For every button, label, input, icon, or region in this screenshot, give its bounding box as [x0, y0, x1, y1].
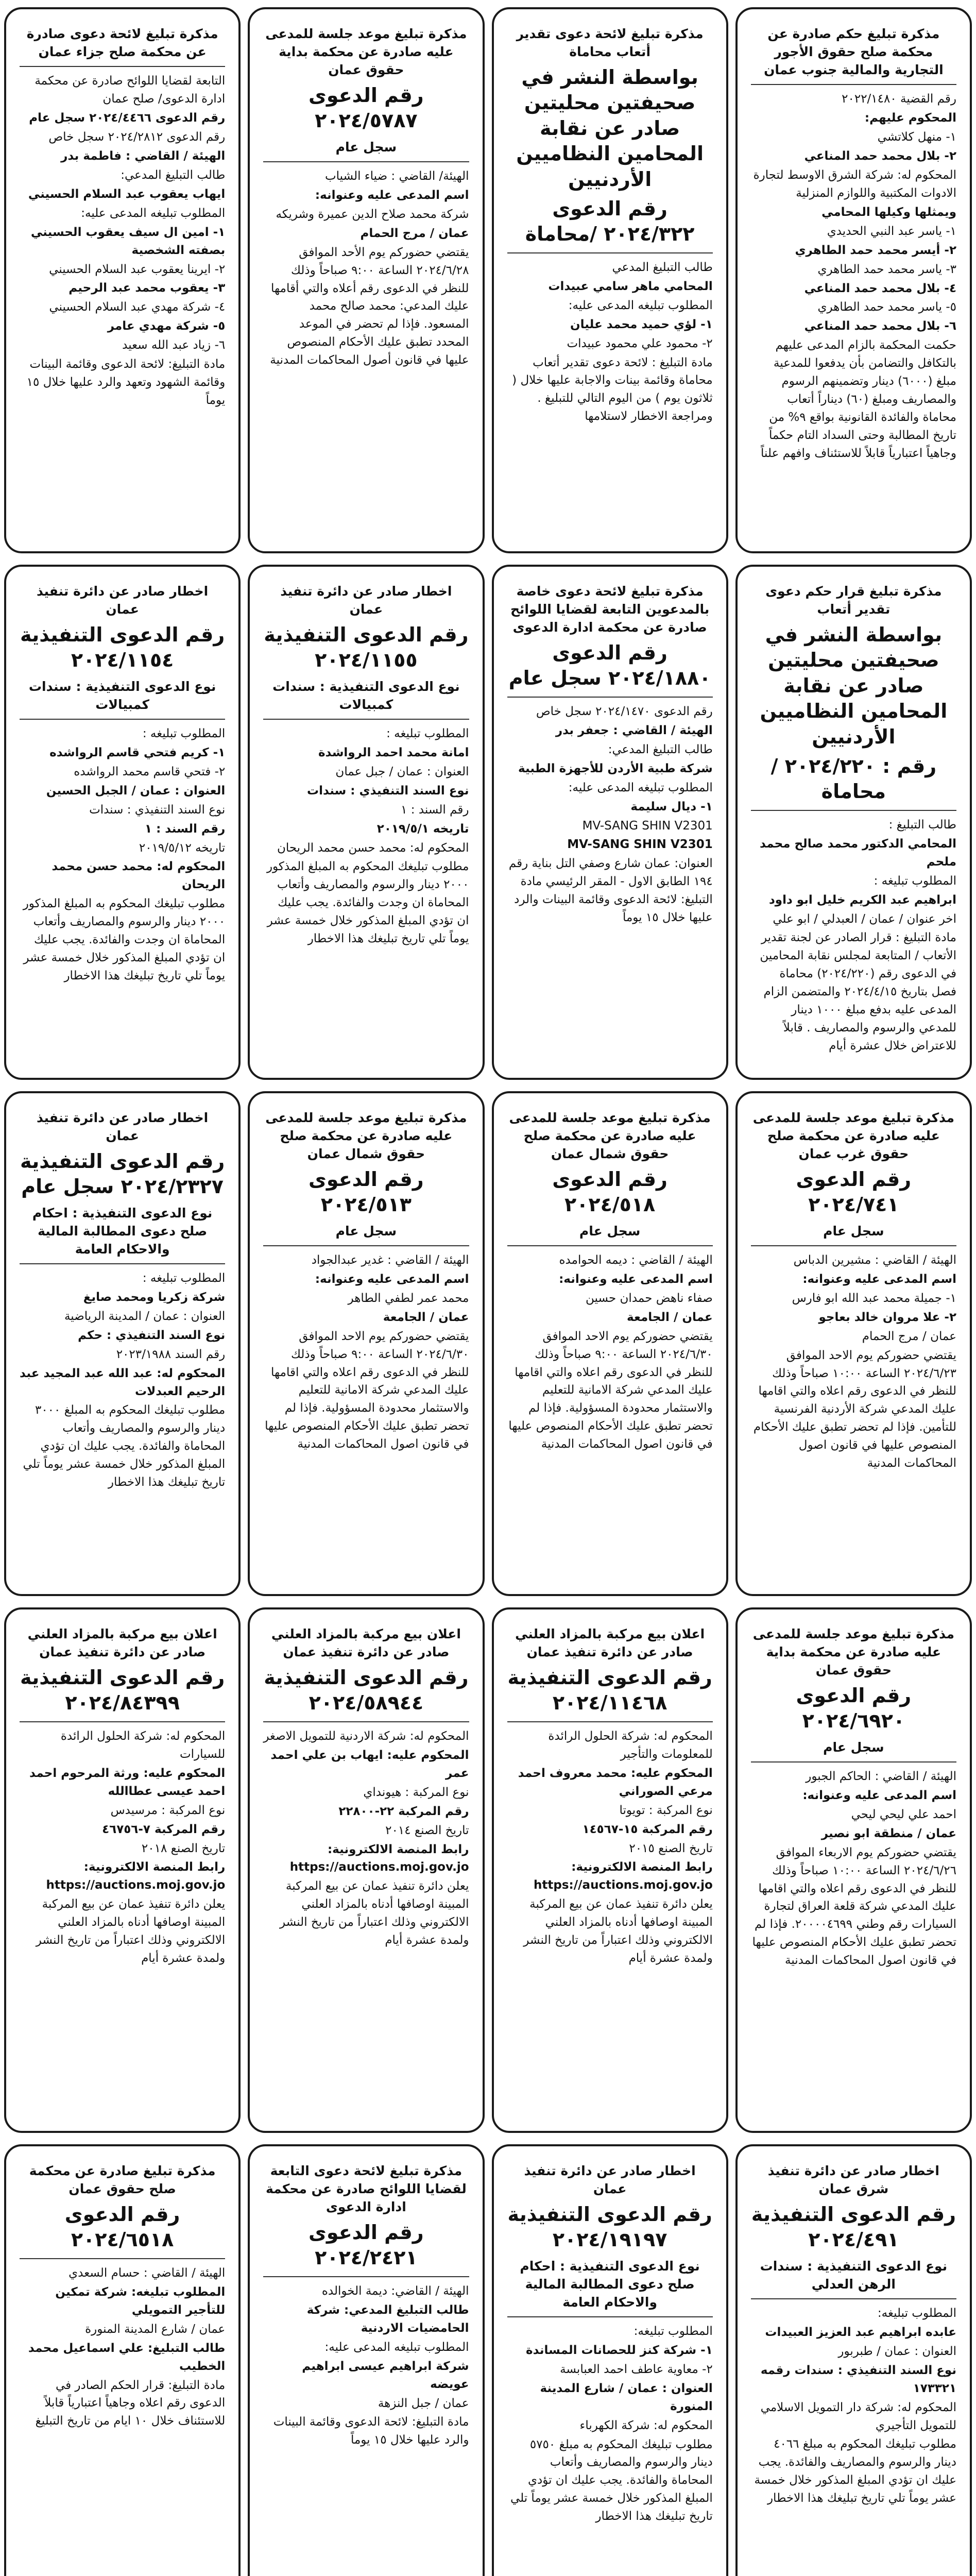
notice-line: شركة زكريا ومحمد صايغ	[83, 1290, 226, 1304]
notice-line: ٣- ياسر محمد حمد الطاهري	[817, 262, 956, 276]
notice-line: ٢- ايرينا يعقوب عبد السلام الحسيني	[49, 262, 226, 276]
notice-card	[4, 565, 241, 1080]
notice-line: الهيئة / القاضي : غدير عبدالجواد	[311, 1253, 469, 1267]
notice-line: ١- ياسر عبد النبي الحديدي	[827, 224, 956, 238]
notice-subtitle: نوع الدعوى التنفيذية : احكام صلح دعوى المطالبة المالية والاحكام العامة	[32, 1205, 213, 1257]
notice-line: التابعة لقضايا اللوائح صادرة عن محكمة ادارة الدعوى/ صلح عمان	[35, 74, 226, 106]
divider	[751, 2298, 956, 2299]
notice-line: MV-SANG SHIN V2301	[582, 819, 713, 833]
notice-body: مطلوب تبليغك المحكوم به المبلغ ٣٠٠٠ دينار والرسوم والمصاريف وأتعاب المحاماة والفائدة. يجب عليك ان تؤدي المبلغ المذكور خلال خمسة عشر يوماً تلي تاريخ تبليغك هذا الاخطار	[23, 1403, 226, 1489]
case-number: رقم الدعوى ٢٠٢٤/٥١٨	[552, 1168, 667, 1216]
notice-body: يقتضي حضوركم يوم الاحد الموافق ٢٠٢٤/٦/٣٠ الساعة ٩:٠٠ صباحاً وذلك للنظر في الدعوى رقم اعلاه والتي اقامها عليك المدعي شركة الامانية للتعليم والاستثمار محدودة المسؤولية. فإذا لم تحضر تطبق عليك الأحكام المنصوص عليها في قانون اصول المحاكمات المدنية	[265, 1329, 469, 1451]
notice-headline: رقم الدعوى التنفيذية ٢٠٢٤/١١٥٤	[20, 623, 225, 672]
notice-line: تاريخ الصنع ٢٠١٥	[629, 1841, 713, 1855]
case-number: رقم : ٢٠٢٤/٢٢٠ /محاماة	[770, 754, 937, 803]
notice-line: ١- ديال سليمة	[630, 800, 713, 814]
notice-line: رقم السند : ١	[145, 822, 226, 836]
notice-line: العنوان : عمان / شارع المدينة المنورة	[540, 2381, 713, 2413]
notice-title: مذكرة تبليغ لائحة دعوى خاصة بالمدعوين التابعة لقضايا اللوائح صادرة عن محكمة ادارة الدعوى	[510, 584, 710, 635]
notice-card	[735, 7, 972, 553]
notice-line: ٥- ياسر محمد حمد الطاهري	[817, 300, 956, 314]
notice-line: المحكوم له: شركة دار التمويل الاسلامي للتمويل التأجيري	[760, 2400, 956, 2432]
notice-card	[248, 565, 484, 1080]
notice-line: الهيئة / القاضي: ديمة الخوالده	[321, 2284, 469, 2298]
notice-line: اسم المدعى عليه وعنوانه:	[315, 1272, 469, 1286]
notice-card	[492, 565, 728, 1080]
notice-line: رابط المنصة الالكترونية: https://auctions.moj.gov.jo	[46, 1860, 226, 1892]
notice-card	[4, 2144, 241, 2576]
divider	[263, 2276, 469, 2277]
notice-line: عمان / مرج الحمام	[360, 226, 469, 240]
notice-line: رقم السند : ١	[401, 803, 469, 817]
notice-card	[248, 1091, 484, 1596]
notice-line: ٢- أيسر محمد حمد الطاهري	[795, 243, 956, 257]
notice-line: عمان / منطقة ابو نصير	[821, 1826, 956, 1840]
notice-subtitle: نوع الدعوى التنفيذية : سندات كمبيالات	[272, 679, 460, 712]
notice-line: نوع السند التنفيذي : حكم	[78, 1328, 226, 1342]
notice-line: العنوان : عمان / المدينة الرياضية	[64, 1309, 226, 1323]
notice-title: اخطار صادر عن دائرة تنفيذ عمان	[280, 584, 452, 617]
notice-card	[735, 1607, 972, 2133]
notice-line: الهيئة / القاضي : جعفر بدر	[555, 723, 713, 737]
notice-line: الهيئة/ القاضي : ضياء الشياب	[324, 169, 469, 183]
notice-title: مذكرة تبليغ موعد جلسة للمدعى عليه صادرة عن محكمة بداية حقوق عمان	[265, 26, 467, 77]
notice-card	[248, 2144, 484, 2576]
notice-body: يقتضي حضوركم يوم الاربعاء الموافق ٢٠٢٤/٦/٢٦ الساعة ١٠:٠٠ صباحاً وذلك للنظر في الدعوى رقم اعلاه والتي اقامها عليك المدعي شركة قلعة العراق لتجارة السيارات رقم وطني ٢٠٠٠٠٤٦٩٩. فإذا لم تحضر تطبق عليك الأحكام المنصوص عليها في قانون اصول المحاكمات المدنية	[752, 1845, 956, 1968]
notice-body: يقتضي حضوركم يوم الأحد الموافق ٢٠٢٤/٦/٢٨ الساعة ٩:٠٠ صباحاً وذلك للنظر في الدعوى رقم أعلاه والتي أقامها عليك المدعي: محمد صالح محمد المسعود. فإذا لم تحضر في الموعد المحدد تطبق عليك الأحكام المنصوص عليها في قانون أصول المحاكمات المدنية	[270, 245, 469, 367]
notice-line: المحكوم عليهم:	[864, 111, 956, 125]
notice-title: مذكرة تبليغ لائحة دعوى التابعة لقضايا اللوائح صادرة عن محكمة ادارة الدعوى	[265, 2163, 467, 2214]
notice-line: المطلوب تبليغه :	[386, 726, 469, 740]
divider	[507, 1721, 713, 1722]
notice-line: المحامي ماهر سامي عبيدات	[548, 279, 713, 293]
notice-card	[4, 1091, 241, 1596]
notice-line: عمان / شارع المدينة المنورة	[85, 2322, 226, 2336]
divider	[263, 1245, 469, 1246]
notice-line: نوع السند التنفيذي : سندات	[307, 784, 469, 798]
notice-line: المحامي الدكتور محمد صالح محمد ملحم	[759, 837, 956, 869]
notice-line: اسم المدعى عليه وعنوانه:	[802, 1788, 956, 1802]
divider	[751, 84, 956, 85]
notice-line: الهيئة / القاضي : ديمه الحوامده	[559, 1253, 713, 1267]
notice-title: مذكرة تبليغ صادرة عن محكمة صلح حقوق عمان	[29, 2163, 216, 2196]
notice-card	[248, 1607, 484, 2133]
notice-line: رقم الدعوى ٢٠٢٤/٢٨١٢ سجل خاص	[48, 130, 226, 144]
notice-line: ١- منهل كلاتشي	[877, 130, 956, 144]
notice-line: ٤- شركة مهدي عبد السلام الحسيني	[49, 300, 226, 314]
notice-line: رقم السند ٢٠٢٣/١٩٨٨	[116, 1347, 226, 1361]
notice-line: ايهاب يعقوب عبد السلام الحسيني	[28, 187, 226, 201]
notice-line: المطلوب تبليغه :	[874, 874, 956, 888]
notice-card	[492, 2144, 728, 2576]
notice-line: محمد عمر لطفي الطاهر	[348, 1291, 469, 1305]
notice-line: عمان / مرج الحمام	[862, 1329, 956, 1343]
case-number: رقم الدعوى ٢٠٢٤/٢٤٢١	[309, 2221, 424, 2269]
notice-line: رقم الدعوى ٢٠٢٤/١٤٧٠ سجل خاص	[536, 704, 713, 718]
notice-body: مادة التبليغ: لائحة الدعوى وقائمة البينات وقائمة الشهود وتعهد والرد عليها خلال ١٥ يوماً	[26, 358, 226, 408]
notice-line: اسم المدعى عليه وعنوانه:	[802, 1272, 956, 1286]
notice-subtitle: سجل عام	[335, 1223, 397, 1239]
notice-subtitle: سجل عام	[823, 1739, 884, 1755]
divider	[751, 810, 956, 811]
notice-line: العنوان : عمان / طبربور	[838, 2344, 956, 2358]
case-number: رقم الدعوى ٢٠٢٤/٣٢٢ /محاماة	[525, 197, 695, 246]
divider	[263, 719, 469, 720]
notice-line: المطلوب تبليغه المدعى عليه:	[324, 2340, 469, 2354]
notice-line: نوع المركبة : مرسيدس	[110, 1803, 226, 1817]
notice-line: شركة طبية الأردن للأجهزة الطبية	[518, 761, 713, 775]
notice-title: مذكرة تبليغ موعد جلسة للمدعى عليه صادرة عن محكمة صلح حقوق غرب عمان	[752, 1110, 955, 1161]
notice-line: عمان / جبل النزهة	[378, 2396, 469, 2410]
notice-line: طالب التبليغ: علي اسماعيل محمد الخطيب	[28, 2341, 226, 2373]
notice-line: احمد علي ليحي ليحي	[851, 1807, 956, 1821]
notice-line: الهيئة / القاضي : مشيرين الدباس	[793, 1253, 956, 1267]
notice-line: المحكوم له: عبد الله عبد المجيد عبد الرحيم العبدلات	[20, 1366, 226, 1398]
notice-card	[735, 2144, 972, 2576]
divider	[20, 1721, 225, 1722]
divider	[751, 1761, 956, 1762]
case-number: رقم الدعوى ٢٠٢٤/٥١٣	[309, 1168, 424, 1216]
notice-body: يعلن دائرة تنفيذ عمان عن بيع المركبة المبينة اوصافها أدناه بالمزاد العلني الالكتروني وذلك اعتباراً من تاريخ النشر ولمدة عشرة أيام	[36, 1897, 226, 1965]
notice-line: طالب التبليغ المدعي: شركة الحامضيات الاردنية	[306, 2303, 469, 2335]
notice-line: العنوان : عمان / الجبل الحسين	[46, 784, 226, 798]
case-number: رقم الدعوى ٢٠٢٤/٧٤١	[796, 1168, 912, 1216]
notice-card	[492, 1607, 728, 2133]
notice-title: اخطار صادر عن دائرة تنفيذ عمان	[524, 2163, 696, 2196]
notice-line: ١- شركة كنز للحصانات المساندة	[526, 2343, 713, 2357]
notice-line: المطلوب تبليغه:	[633, 2324, 713, 2338]
notice-subtitle: سجل عام	[579, 1223, 641, 1239]
notice-line: نوع السند التنفيذي : سندات رقمه ١٧٣٣٢١	[760, 2363, 956, 2395]
notice-line: ٢- بلال محمد حمد المناعي	[804, 149, 956, 163]
notice-line: المطلوب تبليغه: شركة تمكين للتأجير التمويلي	[55, 2285, 226, 2317]
notice-subtitle: نوع الدعوى التنفيذية : سندات كمبيالات	[28, 679, 216, 712]
notice-body: يعلن دائرة تنفيذ عمان عن بيع المركبة المبينة اوصافها أدناه بالمزاد العلني الالكتروني وذلك اعتباراً من تاريخ النشر ولمدة عشرة أيام	[280, 1879, 469, 1947]
notice-line: MV-SANG SHIN V2301	[567, 838, 713, 852]
notice-line: ٥- شركة مهدي عامر	[107, 319, 226, 333]
notice-line: المطلوب تبليغه المدعى عليه:	[81, 206, 226, 220]
notice-subtitle: نوع الدعوى التنفيذية : احكام صلح دعوى المطالبة المالية والاحكام العامة	[520, 2258, 700, 2310]
notice-title: اعلان بيع مركبة بالمزاد العلني صادر عن دائرة تنفيذ عمان	[271, 1626, 461, 1659]
notice-line: نوع السند التنفيذي : سندات	[89, 803, 226, 817]
divider	[507, 1245, 713, 1246]
notice-line: طالب التبليغ المدعي:	[608, 742, 713, 756]
notice-title: مذكرة تبليغ لائحة دعوى صادرة عن محكمة صلح جزاء عمان	[26, 26, 218, 59]
notice-subtitle: نوع الدعوى التنفيذية : سندات الرهن العدلي	[760, 2258, 948, 2292]
notice-title: اعلان بيع مركبة بالمزاد العلني صادر عن دائرة تنفيذ عمان	[515, 1626, 705, 1659]
notice-line: نوع المركبة : تويوتا	[619, 1803, 713, 1817]
notice-line: تاريخ الصنع ٢٠١٨	[141, 1841, 226, 1855]
notice-line: المطلوب تبليغه :	[142, 726, 226, 740]
notice-line: ٢- علا مروان خالد بعاجو	[818, 1310, 956, 1324]
notice-line: عمان / الجامعة	[383, 1310, 469, 1324]
notice-title: مذكرة تبليغ موعد جلسة للمدعى عليه صادرة عن محكمة بداية حقوق عمان	[752, 1626, 955, 1677]
notice-line: اخر عنوان / عمان / العبدلي / ابو علي	[773, 912, 956, 926]
notice-line: رابط المنصة الالكترونية: https://auctions.moj.gov.jo	[289, 1842, 469, 1874]
notice-line: ١- جميلة محمد عبد الله ابو فارس	[792, 1291, 956, 1305]
notice-card	[4, 7, 241, 553]
notice-card	[735, 1091, 972, 1596]
notice-body: مطلوب تبليغك المحكوم به مبلغ ٥٧٥٠ دينار والرسوم والمصاريف وأتعاب المحاماة والفائدة. يجب عليك ان تؤدي المبلغ المذكور خلال خمسة عشر يوماً تلي تاريخ تبليغك هذا الاخطار	[510, 2437, 713, 2523]
notice-title: مذكرة تبليغ لائحة دعوى تقدير أتعاب محاماة	[516, 26, 704, 59]
notice-title: اخطار صادر عن دائرة تنفيذ عمان	[37, 584, 209, 617]
notice-line: نوع المركبة : هيونداي	[363, 1785, 469, 1799]
divider	[263, 161, 469, 162]
case-number: رقم الدعوى ٢٠٢٤/٥٧٨٧	[309, 84, 424, 132]
notice-headline: رقم الدعوى التنفيذية ٢٠٢٤/١٩١٩٧	[507, 2203, 712, 2251]
notice-line: المحكوم له: محمد حسن محمد الريحان	[52, 860, 226, 892]
divider	[20, 1263, 225, 1264]
notice-line: المحكوم له: محمد حسن محمد الريحان	[277, 841, 469, 855]
notice-card	[248, 7, 484, 553]
notice-body: مادة التبليغ: قرار الحكم الصادر في الدعوى رقم اعلاه وجاهياً اعتبارياً قابلاً للاستئناف خلال ١٠ ايام من تاريخ التبليغ	[35, 2378, 226, 2428]
notice-line: العنوان : عمان / جبل عمان	[335, 765, 469, 778]
notices-grid	[4, 7, 972, 2576]
notice-body: يعلن دائرة تنفيذ عمان عن بيع المركبة المبينة اوصافها أدناه بالمزاد العلني الالكتروني وذلك اعتباراً من تاريخ النشر ولمدة عشرة أيام	[523, 1897, 713, 1965]
notice-title: اخطار صادر عن دائرة تنفيذ عمان	[37, 1110, 209, 1143]
notice-line: شركة محمد صلاح الدين عميرة وشريكه	[276, 207, 469, 221]
notice-line: ٦- زياد عبد الله سعيد	[122, 338, 226, 352]
notice-line: طالب التبليغ المدعي:	[121, 168, 226, 182]
notice-line: المحكوم عليه: ورثة المرحوم احمد احمد عيسى عطاالله	[29, 1766, 226, 1798]
notice-line: تاريخه ٢٠١٩/٥/١٢	[139, 841, 226, 855]
divider	[507, 697, 713, 698]
notice-body: مادة التبليغ : لائحة دعوى تقدير أتعاب محاماة وقائمة بينات والاجابة عليها خلال ( ثلاثون يوم ) من اليوم التالي للتبليغ . ومراجعة الاخطار لاستلامها	[512, 355, 713, 423]
divider	[263, 1721, 469, 1722]
notice-line: ٢- محمود علي محمود عبيدات	[567, 336, 713, 350]
notice-line: المطلوب تبليغه:	[877, 2306, 956, 2320]
notice-line: رقم المركبة ١٥-١٤٥٦٧	[582, 1822, 713, 1836]
notice-title: مذكرة تبليغ موعد جلسة للمدعى عليه صادرة عن محكمة صلح حقوق شمال عمان	[509, 1110, 711, 1161]
notice-line: المطلوب تبليغه المدعى عليه:	[568, 781, 713, 794]
notice-line: ١- كريم فتحي قاسم الرواشده	[49, 745, 226, 759]
notice-line: ٢- معاوية عاطف احمد العبابسة	[560, 2362, 713, 2376]
notice-title: اخطار صادر عن دائرة تنفيذ شرق عمان	[767, 2163, 939, 2196]
notice-headline: بواسطة النشر في صحيفتين محليتين صادر عن نقابة المحامين النظاميين الأردنيين	[516, 66, 704, 191]
notice-body: مادة التبليغ : قرار الصادر عن لجنة تقدير الأتعاب / المتابعة لمجلس نقابة المحامين في الدعوى رقم (٢٠٢٤/٢٢٠) محاماة فصل بتاريخ ٢٠٢٤/٤/١٥ والمتضمن الزام المدعى عليه بدفع مبلغ ١٠٠٠ دينار للمدعي والرسوم والمصاريف . قابلاً للاعتراض خلال عشرة أيام	[760, 931, 956, 1053]
notice-line: عمان / الجامعة	[627, 1310, 713, 1324]
divider	[20, 66, 225, 67]
notice-line: ٣- يعقوب محمد عبد الرحيم	[69, 281, 226, 295]
notice-headline: رقم الدعوى التنفيذية ٢٠٢٤/١١٥٥	[264, 623, 469, 672]
notice-body: مادة التبليغ: لائحة الدعوى وقائمة البينات والرد عليها خلال ١٥ يوماً	[273, 2415, 469, 2447]
notice-line: تاريخه ٢٠١٩/٥/١	[376, 822, 469, 836]
notice-card	[492, 1091, 728, 1596]
notice-line: عابده ابراهيم عبد العزيز العبيدات	[765, 2325, 956, 2339]
notice-subtitle: سجل عام	[823, 1223, 884, 1239]
notice-title: مذكرة تبليغ موعد جلسة للمدعى عليه صادرة عن محكمة صلح حقوق شمال عمان	[265, 1110, 467, 1161]
case-number: رقم الدعوى ٢٠٢٤/١٨٨٠ سجل عام	[508, 641, 711, 690]
notice-headline: بواسطة النشر في صحيفتين محليتين صادر عن نقابة المحامين النظاميين الأردنيين	[760, 623, 948, 748]
case-number: رقم الدعوى ٢٠٢٤/٦٥١٨	[64, 2203, 180, 2251]
case-number: رقم الدعوى ٢٠٢٤/٦٩٢٠	[796, 1684, 912, 1733]
divider	[20, 719, 225, 720]
notice-line: المحكوم له: شركة الحلول الرائدة للسيارات	[60, 1729, 226, 1761]
notice-line: المطلوب تبليغه :	[142, 1271, 226, 1285]
notice-body: مطلوب تبليغك المحكوم به المبلغ المذكور ٢٠٠٠ دينار والرسوم والمصاريف وأتعاب المحاماة ان وجدت والفائدة. يجب عليك ان تؤدي المبلغ المذكور خلال خمسة عشر يوماً تلي تاريخ تبليغك هذا الاخطار	[266, 860, 469, 946]
notice-line: المحكوم له: شركة الحلول الرائدة للمعلومات والتأجير	[548, 1729, 713, 1761]
notice-line: رقم المركبة ٢٢-٢٢٨٠٠	[338, 1804, 469, 1818]
notice-card	[735, 565, 972, 1080]
notice-line: الهيئة / القاضي : فاطمة بدر	[61, 149, 226, 163]
notice-line: اسم المدعى عليه وعنوانه:	[315, 188, 469, 202]
notice-body: العنوان: عمان شارع وصفي التل بناية رقم ١٩٤ الطابق الاول - المقر الرئيسي مادة التبليغ: لائحة الدعوى وقائمة البينات والرد عليها خلال ١٥ يوماً	[508, 857, 713, 925]
notice-body: يقتضي حضوركم يوم الاحد الموافق ٢٠٢٤/٦/٢٣ الساعة ١٠:٠٠ صباحاً وذلك للنظر في الدعوى رقم اعلاه والتي اقامها عليك المدعي شركة الأردنية الفرنسية للتأمين. فإذا لم تحضر تطبق عليك الأحكام المنصوص عليها في قانون اصول المحاكمات المدنية	[753, 1348, 956, 1470]
divider	[751, 1245, 956, 1246]
notice-line: تاريخ الصنع ٢٠١٤	[385, 1823, 469, 1837]
notice-line: الهيئة / القاضي : حسام السعدي	[69, 2266, 226, 2280]
divider	[20, 2258, 225, 2259]
notice-line: المحكوم له: شركة الكهرباء	[579, 2418, 713, 2432]
notice-body: حكمت المحكمة بالزام المدعى عليهم بالتكافل والتضامن بأن يدفعوا للمدعية مبلغ (٦٠٠٠) دينار وتضمينهم الرسوم والمصاريف ومبلغ (٦٠) ديناراً أتعاب محاماة والفائدة القانونية بواقع ٩% من تاريخ المطالبة وحتى السداد التام حكماً وجاهياً اعتبارياً قابلاً للاستئناف وافهم علناً	[761, 338, 956, 461]
notice-line: الهيئة / القاضي : الحاكم الجبور	[806, 1769, 956, 1783]
notice-line: المطلوب تبليغه المدعى عليه:	[568, 298, 713, 312]
notice-title: اعلان بيع مركبة بالمزاد العلني صادر عن دائرة تنفيذ عمان	[27, 1626, 217, 1659]
notice-line: اسم المدعى عليه وعنوانه:	[559, 1272, 713, 1286]
notice-line: المحكوم له: شركة الاردنية للتمويل الاصغر	[263, 1729, 469, 1743]
notice-body: مطلوب تبليغك المحكوم به مبلغ ٤٠٦٦ دينار والرسوم والمصاريف والفائدة. يجب عليك ان تؤدي المبلغ المذكور خلال خمسة عشر يوماً تلي تاريخ تبليغك هذا الاخطار	[754, 2437, 956, 2505]
notice-body: مطلوب تبليغك المحكوم به المبلغ المذكور ٢٠٠٠ دينار والرسوم والمصاريف وأتعاب المحاماة ان وجدت والفائدة. يجب عليك ان تؤدي المبلغ المذكور خلال خمسة عشر يوماً تلي تاريخ تبليغك هذا الاخطار	[23, 897, 226, 983]
notice-line: طالب التبليغ :	[888, 818, 956, 832]
notice-line: المحكوم له: شركة الشرق الاوسط لتجارة الادوات المكتبية واللوازم المنزلية	[753, 168, 956, 200]
notice-line: رقم المركبة ٧-٤٦٧٥٦	[102, 1822, 226, 1836]
notice-line: رابط المنصة الالكترونية: https://auctions.moj.gov.jo	[534, 1860, 713, 1892]
notice-line: ٤- بلال محمد حمد المناعي	[804, 281, 956, 295]
case-number: رقم الدعوى التنفيذية ٢٠٢٤/٥٨٩٤٤	[264, 1666, 469, 1715]
notice-line: امانة محمد احمد الرواشدة	[318, 745, 469, 759]
notice-line: المحكوم عليه: محمد معروف احمد مرعي الصوراني	[518, 1766, 713, 1798]
case-number: رقم الدعوى التنفيذية ٢٠٢٤/٨٤٣٩٩	[20, 1666, 225, 1715]
notice-card	[492, 7, 728, 553]
notice-line: شركة ابراهيم عيسى ابراهيم عويضه	[302, 2359, 469, 2391]
notice-line: ١- امين ال سيف يعقوب الحسيني بصفته الشخصية	[30, 225, 226, 257]
notice-body: يقتضي حضوركم يوم الاحد الموافق ٢٠٢٤/٦/٣٠ الساعة ٩:٠٠ صباحاً وذلك للنظر في الدعوى رقم اعلاه والتي اقامها عليك المدعي شركة الامانية للتعليم والاستثمار محدودة المسؤولية. فإذا لم تحضر تطبق عليك الأحكام المنصوص عليها في قانون اصول المحاكمات المدنية	[508, 1329, 713, 1451]
notice-line: المحكوم عليه: ايهاب بن علي احمد عمر	[270, 1748, 469, 1780]
notice-line: صفاء ناهض حمدان حسين	[586, 1291, 713, 1305]
notice-line: ابراهيم عبد الكريم خليل ابو داود	[769, 893, 956, 907]
notice-headline: رقم الدعوى التنفيذية ٢٠٢٤/٤٩١	[751, 2203, 956, 2251]
notice-headline: رقم الدعوى التنفيذية ٢٠٢٤/٢٣٢٧ سجل عام	[20, 1150, 225, 1198]
notice-line: ٦- بلال محمد حمد المناعي	[804, 319, 956, 333]
notice-line: ٢- فتحي قاسم محمد الرواشده	[74, 765, 226, 778]
case-number: رقم الدعوى التنفيذية ٢٠٢٤/١١٤٦٨	[507, 1666, 712, 1715]
notice-line: رقم الدعوى ٢٠٢٤/٤٤٦٦ سجل عام	[29, 111, 226, 125]
notice-line: ويمثلها وكيلها المحامي	[821, 205, 956, 219]
notice-line: طالب التبليغ المدعي	[612, 260, 713, 274]
notice-line: ١- لؤي حميد محمد عليان	[570, 317, 713, 331]
divider	[507, 252, 713, 253]
notice-card	[4, 1607, 241, 2133]
divider	[507, 2316, 713, 2317]
notice-subtitle: سجل عام	[335, 139, 397, 155]
notice-title: مذكرة تبليغ حكم صادرة عن محكمة صلح حقوق الأجور التجارية والمالية جنوب عمان	[764, 26, 944, 77]
notice-line: رقم القضية ٢٠٢٢/١٤٨٠	[842, 92, 956, 106]
notice-title: مذكرة تبليغ قرار حكم دعوى تقدير أتعاب	[765, 584, 942, 617]
